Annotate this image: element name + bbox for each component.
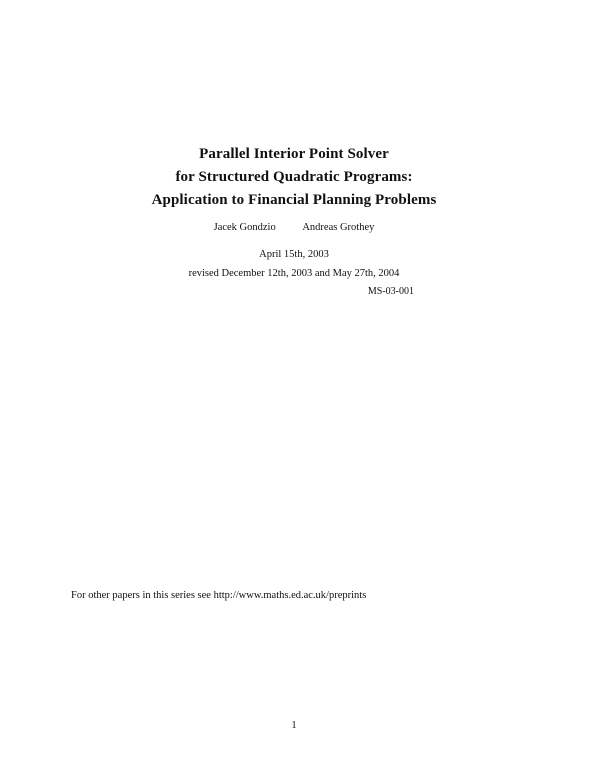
author-name-1: Jacek Gondzio xyxy=(213,222,276,233)
paper-title xyxy=(0,143,588,212)
author-list xyxy=(0,222,588,233)
revision-dates: revised December 12th, 2003 and May 27th, 2004 xyxy=(188,268,400,279)
title-line-3: Application to Financial Planning Problems xyxy=(151,192,437,208)
title-line-2: for Structured Quadratic Programs: xyxy=(175,169,413,185)
title-line-1: Parallel Interior Point Solver xyxy=(199,146,389,162)
report-number: MS-03-001 xyxy=(367,286,414,297)
publication-date: April 15th, 2003 xyxy=(259,249,329,260)
author-name-2: Andreas Grothey xyxy=(302,222,375,233)
page-number: 1 xyxy=(291,720,297,731)
series-footnote: For other papers in this series see http://www.maths.ed.ac.uk/preprints xyxy=(71,590,367,601)
